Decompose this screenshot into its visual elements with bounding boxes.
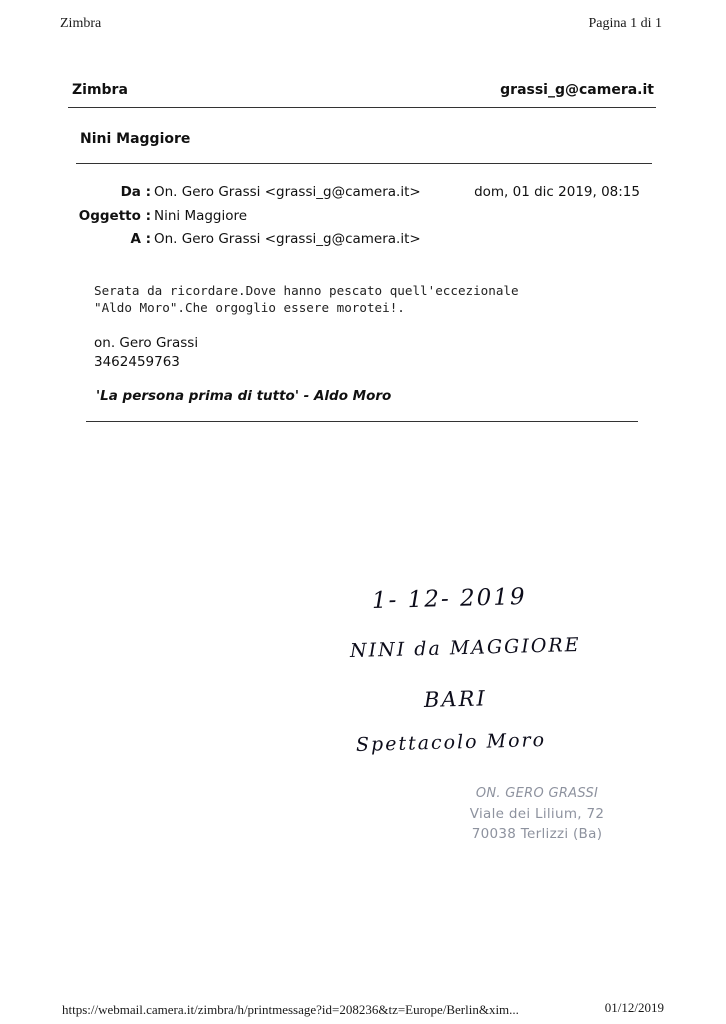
stamp-line-1: ON. GERO GRASSI [475, 786, 599, 801]
handwritten-city: BARI [423, 686, 488, 712]
app-title: Zimbra [72, 82, 128, 98]
message-body-line-1: Serata da ricordare.Dove hanno pescato quell'eccezionale [94, 283, 519, 298]
print-footer-url: https://webmail.camera.it/zimbra/h/printmessage?id=208236&tz=Europe/Berlin&xim... [62, 1002, 519, 1017]
subject-label: Oggetto : [78, 208, 151, 224]
body-end-divider [86, 421, 638, 422]
subject-value: Nini Maggiore [154, 208, 248, 224]
print-header-app: Zimbra [60, 16, 102, 31]
print-header-page-number: Pagina 1 di 1 [588, 16, 662, 31]
message-subject-title: Nini Maggiore [80, 131, 191, 147]
stamp-line-2: Viale dei Lilium, 72 [469, 806, 605, 822]
account-email: grassi_g@camera.it [500, 82, 654, 98]
message-date: dom, 01 dic 2019, 08:15 [474, 184, 640, 200]
handwritten-note: Spettacolo Moro [355, 729, 547, 756]
signature-quote: 'La persona prima di tutto' - Aldo Moro [96, 388, 392, 404]
from-label: Da : [120, 184, 151, 200]
print-footer-date: 01/12/2019 [604, 1000, 664, 1015]
stamp-line-3: 70038 Terlizzi (Ba) [471, 826, 603, 842]
handwritten-date: 1- 12- 2019 [371, 583, 527, 614]
message-body-line-2: "Aldo Moro".Che orgoglio essere morotei!. [94, 300, 405, 315]
signature-name: on. Gero Grassi [94, 335, 199, 351]
subject-divider [76, 163, 652, 164]
to-label: A : [130, 231, 151, 247]
header-divider [68, 107, 656, 108]
signature-phone: 3462459763 [94, 354, 180, 370]
from-value: On. Gero Grassi <grassi_g@camera.it> [154, 184, 421, 200]
to-value: On. Gero Grassi <grassi_g@camera.it> [154, 231, 421, 247]
handwritten-name: NINI da MAGGIORE [349, 633, 581, 662]
address-stamp [462, 784, 612, 844]
